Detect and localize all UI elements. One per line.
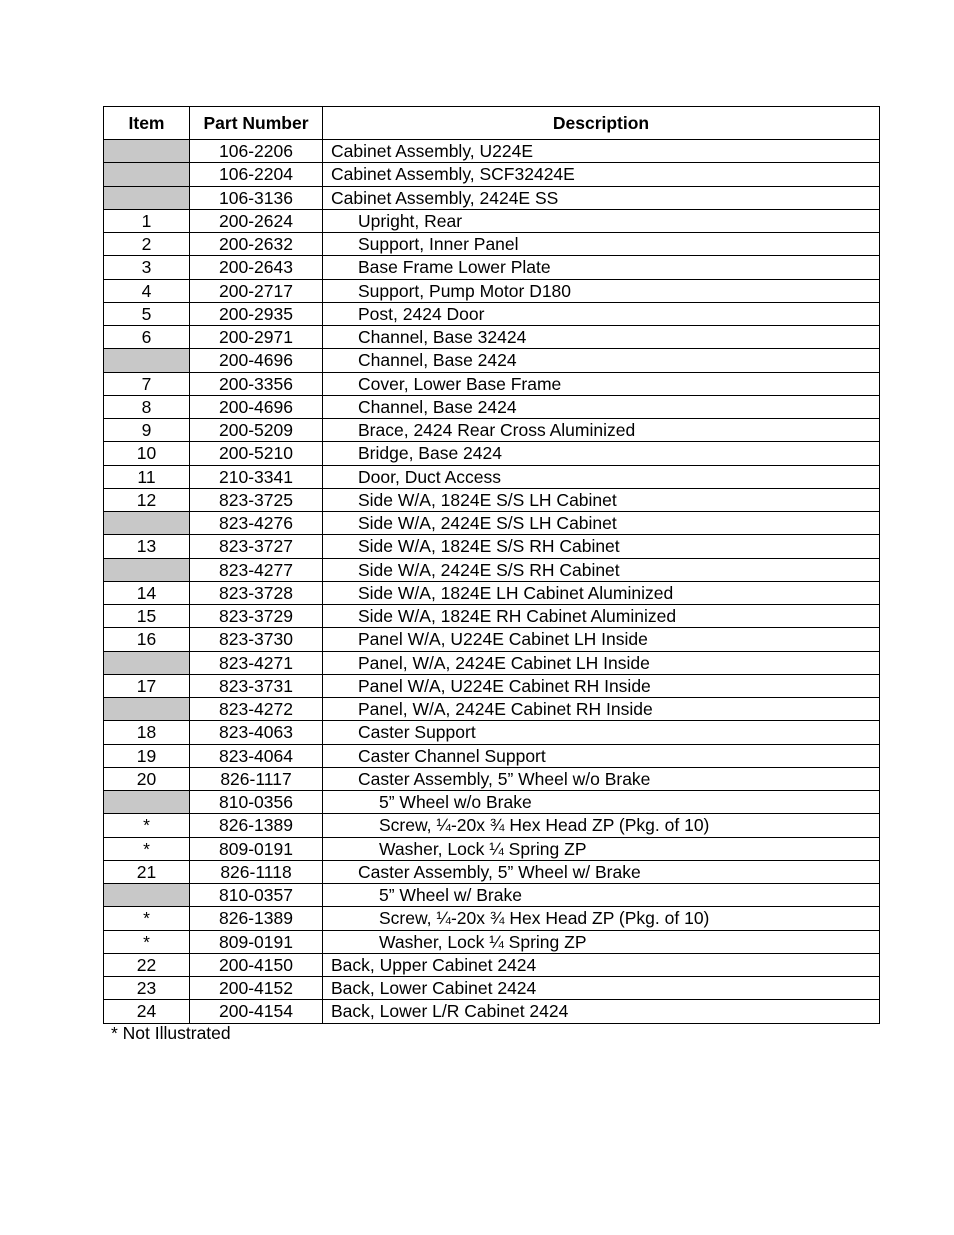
table-row: [104, 558, 880, 581]
description-cell: Side W/A, 1824E RH Cabinet Aluminized: [323, 605, 880, 628]
table-row: [104, 698, 880, 721]
description-cell: Side W/A, 2424E S/S RH Cabinet: [323, 558, 880, 581]
description-cell: Panel W/A, U224E Cabinet LH Inside: [323, 628, 880, 651]
table-row: [104, 163, 880, 186]
part-number-cell: 200-4152: [190, 977, 323, 1000]
part-number-cell: 826-1389: [190, 907, 323, 930]
table-row: [104, 512, 880, 535]
table-row: [104, 442, 880, 465]
part-number-cell: 809-0191: [190, 837, 323, 860]
description-cell: Cabinet Assembly, SCF32424E: [323, 163, 880, 186]
table-row: [104, 372, 880, 395]
part-number-cell: 810-0357: [190, 884, 323, 907]
header-description: Description: [323, 107, 880, 140]
item-cell: 9: [104, 419, 190, 442]
item-cell: *: [104, 814, 190, 837]
header-item: Item: [104, 107, 190, 140]
item-cell: 1: [104, 209, 190, 232]
table-row: [104, 488, 880, 511]
table-row: [104, 791, 880, 814]
part-number-cell: 823-3729: [190, 605, 323, 628]
description-cell: Screw, ¼-20x ¾ Hex Head ZP (Pkg. of 10): [323, 814, 880, 837]
table-header-row: [104, 107, 880, 140]
description-cell: 5” Wheel w/o Brake: [323, 791, 880, 814]
part-number-cell: 200-4696: [190, 395, 323, 418]
item-cell: 10: [104, 442, 190, 465]
description-cell: Brace, 2424 Rear Cross Aluminized: [323, 419, 880, 442]
table-row: [104, 1000, 880, 1023]
item-cell: *: [104, 837, 190, 860]
item-cell: [104, 512, 190, 535]
table-row: [104, 884, 880, 907]
description-cell: Channel, Base 2424: [323, 395, 880, 418]
part-number-cell: 200-2632: [190, 233, 323, 256]
part-number-cell: 106-3136: [190, 186, 323, 209]
description-cell: Side W/A, 1824E S/S LH Cabinet: [323, 488, 880, 511]
description-cell: Support, Inner Panel: [323, 233, 880, 256]
item-cell: 14: [104, 581, 190, 604]
description-cell: Door, Duct Access: [323, 465, 880, 488]
table-row: [104, 302, 880, 325]
description-cell: Washer, Lock ¼ Spring ZP: [323, 837, 880, 860]
table-row: [104, 279, 880, 302]
table-row: [104, 767, 880, 790]
part-number-cell: 809-0191: [190, 930, 323, 953]
item-cell: [104, 651, 190, 674]
table-row: [104, 186, 880, 209]
item-cell: 5: [104, 302, 190, 325]
part-number-cell: 823-4064: [190, 744, 323, 767]
description-cell: Caster Support: [323, 721, 880, 744]
table-row: [104, 349, 880, 372]
item-cell: 16: [104, 628, 190, 651]
description-cell: Post, 2424 Door: [323, 302, 880, 325]
description-cell: Bridge, Base 2424: [323, 442, 880, 465]
description-cell: Panel W/A, U224E Cabinet RH Inside: [323, 674, 880, 697]
item-cell: 13: [104, 535, 190, 558]
header-part-number: Part Number: [190, 107, 323, 140]
table-row: [104, 814, 880, 837]
item-cell: [104, 140, 190, 163]
part-number-cell: 823-4271: [190, 651, 323, 674]
table-row: [104, 395, 880, 418]
item-cell: *: [104, 930, 190, 953]
item-cell: [104, 884, 190, 907]
part-number-cell: 823-3730: [190, 628, 323, 651]
table-row: [104, 977, 880, 1000]
part-number-cell: 826-1389: [190, 814, 323, 837]
table-row: [104, 953, 880, 976]
item-cell: 2: [104, 233, 190, 256]
part-number-cell: 200-4696: [190, 349, 323, 372]
item-cell: [104, 349, 190, 372]
description-cell: Screw, ¼-20x ¾ Hex Head ZP (Pkg. of 10): [323, 907, 880, 930]
table-row: [104, 628, 880, 651]
description-cell: Back, Upper Cabinet 2424: [323, 953, 880, 976]
description-cell: Panel, W/A, 2424E Cabinet RH Inside: [323, 698, 880, 721]
table-body: [104, 140, 880, 1024]
item-cell: 21: [104, 860, 190, 883]
description-cell: Caster Assembly, 5” Wheel w/o Brake: [323, 767, 880, 790]
part-number-cell: 200-2717: [190, 279, 323, 302]
part-number-cell: 106-2206: [190, 140, 323, 163]
table-row: [104, 837, 880, 860]
table-row: [104, 419, 880, 442]
item-cell: 7: [104, 372, 190, 395]
description-cell: Panel, W/A, 2424E Cabinet LH Inside: [323, 651, 880, 674]
description-cell: Caster Channel Support: [323, 744, 880, 767]
part-number-cell: 106-2204: [190, 163, 323, 186]
table-row: [104, 465, 880, 488]
table-row: [104, 605, 880, 628]
table-row: [104, 209, 880, 232]
description-cell: Support, Pump Motor D180: [323, 279, 880, 302]
item-cell: 20: [104, 767, 190, 790]
item-cell: 8: [104, 395, 190, 418]
part-number-cell: 200-3356: [190, 372, 323, 395]
part-number-cell: 210-3341: [190, 465, 323, 488]
item-cell: [104, 791, 190, 814]
table-row: [104, 256, 880, 279]
item-cell: 3: [104, 256, 190, 279]
item-cell: 12: [104, 488, 190, 511]
part-number-cell: 826-1117: [190, 767, 323, 790]
description-cell: Washer, Lock ¼ Spring ZP: [323, 930, 880, 953]
item-cell: 24: [104, 1000, 190, 1023]
part-number-cell: 823-3728: [190, 581, 323, 604]
table-row: [104, 930, 880, 953]
description-cell: Cabinet Assembly, 2424E SS: [323, 186, 880, 209]
part-number-cell: 200-2971: [190, 326, 323, 349]
item-cell: 6: [104, 326, 190, 349]
item-cell: 11: [104, 465, 190, 488]
description-cell: Base Frame Lower Plate: [323, 256, 880, 279]
part-number-cell: 823-4276: [190, 512, 323, 535]
part-number-cell: 200-4154: [190, 1000, 323, 1023]
description-cell: Channel, Base 32424: [323, 326, 880, 349]
part-number-cell: 200-4150: [190, 953, 323, 976]
parts-table: [103, 106, 880, 1024]
table-row: [104, 721, 880, 744]
item-cell: 19: [104, 744, 190, 767]
description-cell: Back, Lower Cabinet 2424: [323, 977, 880, 1000]
table-row: [104, 651, 880, 674]
table-row: [104, 907, 880, 930]
description-cell: Side W/A, 1824E S/S RH Cabinet: [323, 535, 880, 558]
description-cell: 5” Wheel w/ Brake: [323, 884, 880, 907]
item-cell: 22: [104, 953, 190, 976]
part-number-cell: 823-4063: [190, 721, 323, 744]
item-cell: [104, 558, 190, 581]
part-number-cell: 823-3731: [190, 674, 323, 697]
item-cell: 15: [104, 605, 190, 628]
description-cell: Upright, Rear: [323, 209, 880, 232]
table-row: [104, 326, 880, 349]
part-number-cell: 200-2624: [190, 209, 323, 232]
part-number-cell: 823-3725: [190, 488, 323, 511]
table-row: [104, 744, 880, 767]
item-cell: 18: [104, 721, 190, 744]
description-cell: Back, Lower L/R Cabinet 2424: [323, 1000, 880, 1023]
part-number-cell: 823-3727: [190, 535, 323, 558]
table-row: [104, 233, 880, 256]
description-cell: Cover, Lower Base Frame: [323, 372, 880, 395]
table-row: [104, 860, 880, 883]
part-number-cell: 826-1118: [190, 860, 323, 883]
part-number-cell: 200-2935: [190, 302, 323, 325]
item-cell: [104, 698, 190, 721]
description-cell: Channel, Base 2424: [323, 349, 880, 372]
item-cell: 23: [104, 977, 190, 1000]
item-cell: *: [104, 907, 190, 930]
table-row: [104, 674, 880, 697]
description-cell: Caster Assembly, 5” Wheel w/ Brake: [323, 860, 880, 883]
part-number-cell: 200-5209: [190, 419, 323, 442]
footnote: * Not Illustrated: [111, 1023, 231, 1043]
description-cell: Side W/A, 2424E S/S LH Cabinet: [323, 512, 880, 535]
item-cell: 17: [104, 674, 190, 697]
item-cell: [104, 163, 190, 186]
table-row: [104, 140, 880, 163]
part-number-cell: 200-5210: [190, 442, 323, 465]
description-cell: Cabinet Assembly, U224E: [323, 140, 880, 163]
part-number-cell: 823-4277: [190, 558, 323, 581]
part-number-cell: 810-0356: [190, 791, 323, 814]
table-row: [104, 581, 880, 604]
item-cell: 4: [104, 279, 190, 302]
part-number-cell: 823-4272: [190, 698, 323, 721]
part-number-cell: 200-2643: [190, 256, 323, 279]
table-row: [104, 535, 880, 558]
description-cell: Side W/A, 1824E LH Cabinet Aluminized: [323, 581, 880, 604]
item-cell: [104, 186, 190, 209]
